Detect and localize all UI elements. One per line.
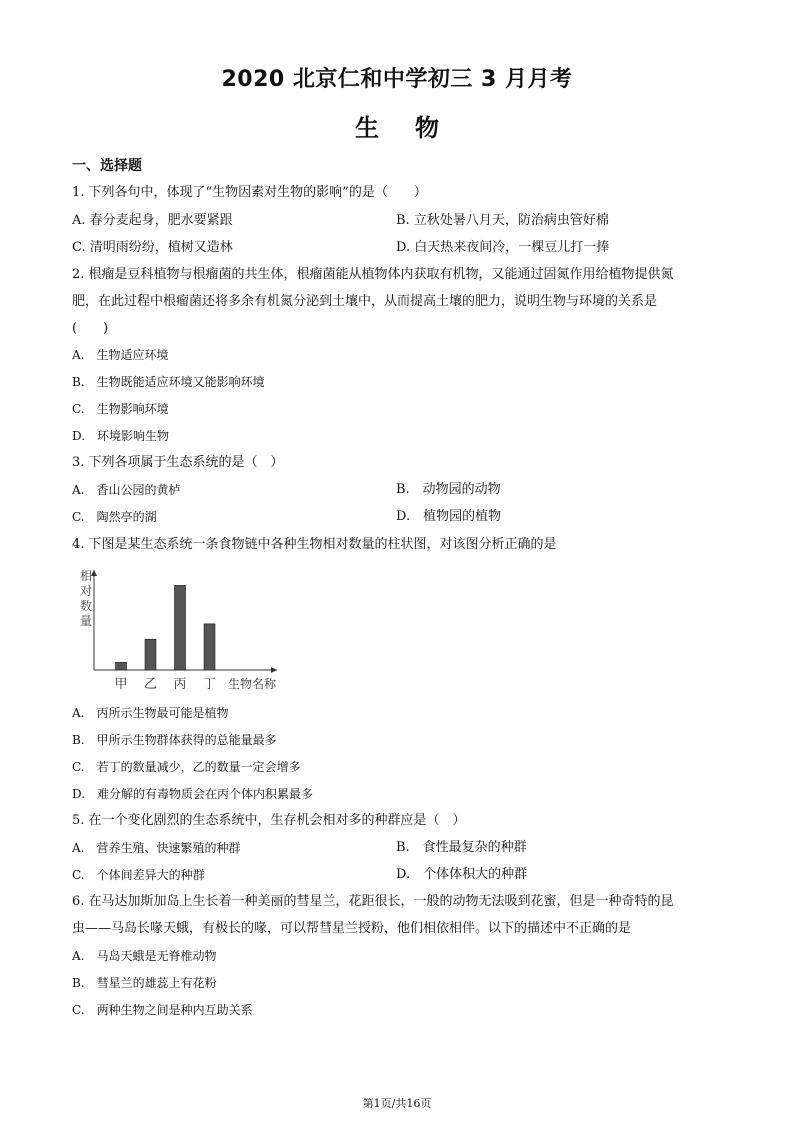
bar-甲 [116,662,127,670]
q5-stem: 5. 在一个变化剧烈的生态系统中，生存机会相对多的种群应是（ ） [72,813,466,828]
y-axis-label-char: 相 [79,569,93,583]
q4-option-d: D. 难分解的有毒物质会在丙个体内积累最多 [72,787,314,801]
q3-option-c: C. 陶然亭的湖 [72,510,157,524]
bar-chart [72,566,292,694]
q1-option-a: A. 春分麦起身，肥水要紧跟 [72,213,233,228]
q3-stem: 3. 下列各项属于生态系统的是（ ） [72,455,284,470]
q3-option-b: B. 动物园的动物 [396,482,501,497]
x-tick-label: 丁 [202,677,217,692]
y-axis-label-char: 数 [79,599,93,613]
subject-title: 生物 [355,113,475,142]
q6-option-c: C. 两种生物之间是种内互助关系 [72,1003,253,1017]
chart-bars [116,585,216,670]
q5-option-d: D. 个体体积大的种群 [396,867,528,882]
x-tick-label: 甲 [114,677,128,692]
q4-stem: 4. 下图是某生态系统一条食物链中各种生物相对数量的柱状图，对该图分析正确的是 [72,537,557,552]
q1-option-d: D. 白天热来夜间冷，一棵豆儿打一捧 [396,240,610,255]
q2-stem-line2: 肥，在此过程中根瘤菌还将多余有机氮分泌到土壤中，从而提高土壤的肥力，说明生物与环境的关系是 [72,294,658,309]
q2-stem-line3: ( ) [72,321,109,336]
q5-option-b: B. 食性最复杂的种群 [396,840,527,855]
y-axis-label-char: 对 [79,584,93,598]
q2-option-c: C. 生物影响环境 [72,402,169,416]
bar-乙 [145,639,156,670]
page-title: 2020 北京仁和中学初三 3 月月考 [221,67,573,92]
x-axis-label: 生物名称 [227,677,277,691]
q6-option-b: B. 彗星兰的雄蕊上有花粉 [72,976,217,990]
section-heading: 一、选择题 [72,158,142,174]
q6-stem-line2: 虫——马岛长喙天蛾，有极长的喙，可以帮彗星兰授粉，他们相依相伴。以下的描述中不正确的是 [72,921,632,936]
x-axis-arrow [271,667,277,673]
q3-option-d: D. 植物园的植物 [396,509,502,524]
q3-option-a: A. 香山公园的黄栌 [72,483,181,497]
q5-option-c: C. 个体间差异大的种群 [72,868,205,882]
q4-option-c: C. 若丁的数量减少，乙的数量一定会增多 [72,760,301,774]
q6-option-a: A. 马岛天蛾是无脊椎动物 [72,949,217,963]
q2-option-d: D. 环境影响生物 [72,429,170,443]
q1-option-c: C. 清明雨纷纷，植树又造林 [72,240,233,255]
q4-option-a: A. 丙所示生物最可能是植物 [72,706,229,720]
q1-option-b: B. 立秋处暑八月天，防治病虫管好棉 [396,213,609,228]
q5-option-a: A. 营养生殖、快速繁殖的种群 [72,841,241,855]
y-axis-label-char: 量 [79,614,93,628]
bar-丁 [204,624,215,670]
q2-stem-line1: 2. 根瘤是豆科植物与根瘤菌的共生体，根瘤菌能从植物体内获取有机物，又能通过固氮作用给植物提供氮 [72,267,674,282]
q4-option-b: B. 甲所示生物群体获得的总能量最多 [72,733,277,747]
q2-option-b: B. 生物既能适应环境又能影响环境 [72,375,265,389]
q6-stem-line1: 6. 在马达加斯加岛上生长着一种美丽的彗星兰，花距很长，一般的动物无法吸到花蜜，但是一种奇特的昆 [72,894,674,909]
bar-丙 [175,585,186,670]
x-tick-label: 丙 [173,677,187,692]
x-tick-label: 乙 [143,677,158,692]
q1-stem: 1. 下列各句中，体现了“生物因素对生物的影响”的是（ ） [72,185,427,200]
page-footer: 第1页/共16页 [362,1097,432,1110]
q2-option-a: A. 生物适应环境 [72,348,169,362]
